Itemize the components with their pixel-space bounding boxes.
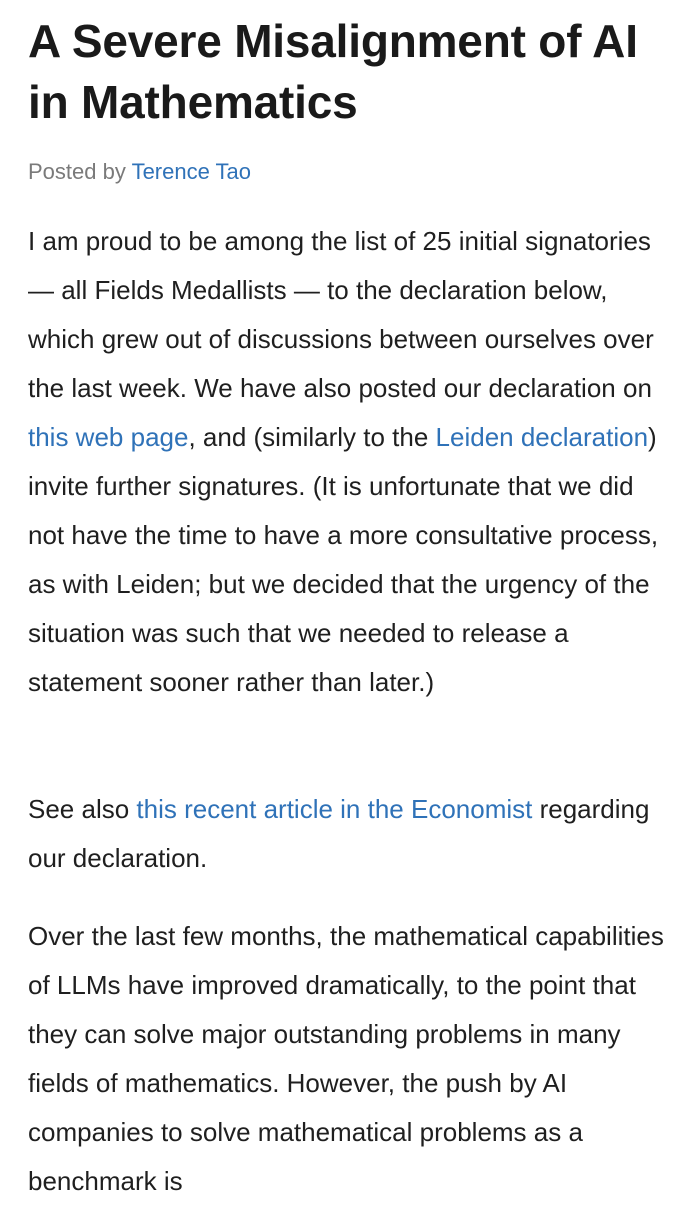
paragraph-see-also-text-2: regarding our declaration. <box>28 794 650 873</box>
paragraph-intro-text-3: ) invite further signatures. (It is unfortunate that we did not have the time to have a more consultative process, as with Leiden; but we decided that the urgency of the situation was such that we needed to release a statement sooner rather than later.) <box>28 422 659 697</box>
web-page-link[interactable]: this web page <box>28 422 189 452</box>
byline <box>28 158 668 186</box>
paragraph-see-also-text-1: See also <box>28 794 137 824</box>
post-title: A Severe Misalignment of AI in Mathematics <box>28 15 638 128</box>
paragraph-intro-text-2: , and (similarly to the <box>188 422 436 452</box>
article <box>28 0 668 1196</box>
byline-prefix: Posted by <box>28 159 126 184</box>
paragraph-capabilities: Over the last few months, the mathematical capabilities of LLMs have improved dramatically, to the point that they can solve major outstanding problems in many fields of mathematics. However, the push by AI companies to solve mathematical problems as a benchmark is <box>28 921 664 1196</box>
economist-article-link[interactable]: this recent article in the Economist <box>136 794 533 824</box>
paragraph-intro <box>28 217 668 707</box>
author-link[interactable]: Terence Tao <box>131 159 252 184</box>
paragraph-intro-text-1: I am proud to be among the list of 25 initial signatories — all Fields Medallists — to the declaration below, which grew out of discussions between ourselves over the last week. We have also posted our declaration on <box>28 226 654 403</box>
paragraph-see-also <box>28 785 668 883</box>
leiden-declaration-link[interactable]: Leiden declaration <box>435 422 649 452</box>
